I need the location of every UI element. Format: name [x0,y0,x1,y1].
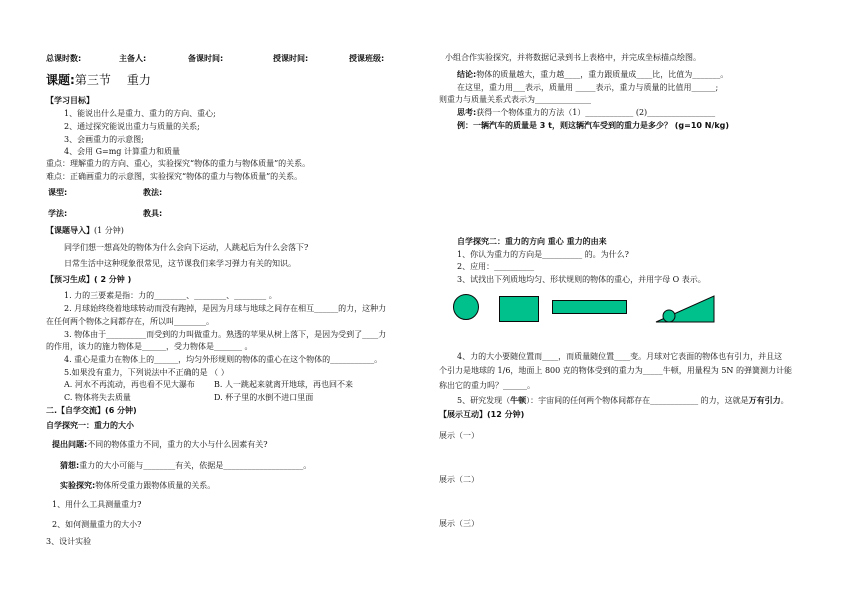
guess-row [60,461,311,471]
header-teach-time: 授课时间: [273,54,309,63]
conclusion-row [457,70,728,80]
experiment-label: 实验探究: [60,481,96,490]
meta-tools: 教具: [143,209,163,218]
intro-heading: 【课题导入】 [46,226,94,235]
preview-heading: 【预习生成】 [46,275,94,284]
gravitation-end: 。 [780,396,789,405]
direction-question-2: 2、应用：__________ [457,262,535,271]
inquiry1-title: 自学探究一：重力的大小 [46,421,134,430]
gravitation-row [457,396,789,406]
experiment-text: 物体所受重力跟物体质量的关系。 [95,481,216,490]
key-point: 重点：理解重力的方向、重心，实验探究“物体的重力与物体质量”的关系。 [46,159,311,168]
header-prep-time: 备课时间: [188,54,224,63]
preview-option-c: C. 物体将失去质量 [64,393,131,402]
preview-option-a: A. 河水不再流动，再也看不见大瀑布 [64,380,195,389]
goals-heading: 【学习目标】 [46,96,94,105]
display-heading: 【展示互动】(12 分钟) [439,410,525,419]
think-row [457,108,715,118]
direction-question-1: 1、你认为重力的方向是__________ 的。为什么? [457,250,629,259]
exchange-item-1: 1、用什么工具测量重力? [52,500,142,509]
think-label: 思考: [457,108,477,117]
lesson-title [46,73,151,87]
display-1: 展示（一） [439,431,479,440]
display-3: 展示（三） [439,519,479,528]
header-teach-class: 授课班级: [349,54,385,63]
title-section: 第三节 [74,73,111,87]
intro-line-1: 同学们想一想高处的物体为什么会向下运动，人跳起后为什么会落下? [64,243,309,252]
think-text: 获得一个物体重力的方法（1）____________ (2)_________________ [476,108,716,117]
circle-shape [453,294,479,320]
header-lead-teacher: 主备人: [119,54,147,63]
formula-line-a: 在这里，重力用___表示，质量用 _____表示，重力与质量的比值用______; [457,83,719,92]
preview-q2b: 在任何两个物体之间都存在，所以叫________。 [46,317,214,326]
exchange-heading: 二.【自学交流】(6 分钟) [46,406,137,415]
intro-line-2: 日常生活中这种现象很常见，这节课我们来学习弹力有关的知识。 [64,259,296,268]
exchange-item-3: 3、设计实验 [46,537,92,546]
exchange-item-2: 2、如何测量重力的大小? [52,520,142,529]
header-total-hours: 总课时数: [46,54,82,63]
mass-weight-line-b: 个引力是地球的 1/6，地面上 800 克的物体受到的重力为_____牛顿，用量程为 5N 的弹簧测力计能 [439,366,792,375]
goal-item-4: 4、会用 G=mg 计算重力和质量 [64,147,180,156]
example-problem: 例：一辆汽车的质量是 3 t，则这辆汽车受到的重力是多少？ (g=10 N/kg) [457,121,730,130]
guess-label: 猜想: [60,461,80,470]
experiment-row [60,481,215,491]
goal-item-3: 3、会画重力的示意图; [64,135,144,144]
intro-heading-row [46,226,124,236]
conclusion-label: 结论: [457,70,477,79]
preview-time: ( 2 分钟 ) [94,275,132,284]
triangle-shape [655,295,715,323]
inquiry2-title: 自学探究二：重力的方向 重心 重力的由来 [457,237,607,246]
square-shape [499,296,539,322]
intro-time: (1 分钟) [94,226,124,235]
rectangle-shape [552,300,627,314]
display-2: 展示（二） [439,475,479,484]
question-row [52,440,268,450]
gravitation-mid: ）：宇宙间的任何两个物体间都存在____________ 的力，这就是 [526,396,749,405]
gravitation-term: 万有引力 [748,396,781,405]
goal-item-2: 2、通过探究能说出重力与质量的关系; [64,122,200,131]
preview-q3a: 3. 物体由于__________而受到的力叫做重力。熟透的苹果从树上落下，是因为受到了____力 [64,330,387,339]
title-label: 课题: [46,73,75,87]
formula-line-b: 则重力与质量关系式表示为______________ [439,95,591,104]
guess-text: 重力的大小可能与________有关，依据是____________________。 [79,461,312,470]
gravitation-prefix: 5、研究发现（ [457,396,511,405]
mass-weight-line-c: 称出它的重力吗？______。 [439,381,535,390]
meta-study-method: 学法: [48,209,68,218]
right-line-1: 小组合作实验探究，并将数据记录到书上表格中，并完成坐标描点绘图。 [445,53,701,62]
conclusion-text: 物体的质量越大，重力越____，重力跟质量成____比，比值为_______。 [476,70,729,79]
preview-q5: 5.如果没有重力，下列说法中不正确的是 （ ） [64,368,229,377]
preview-q2a: 2. 月球始终绕着地球转动而没有跑掉，是因为月球与地球之间存在相互______的力，这种力 [64,304,387,313]
meta-lesson-type: 课型: [48,188,68,197]
difficulty: 难点：正确画重力的示意图，实验探究“物体的重力与物体质量”的关系。 [46,172,303,181]
goal-item-1: 1、能说出什么是重力、重力的方向、重心; [64,109,216,118]
gravitation-newton: 牛顿 [510,396,527,405]
preview-option-b: B. 人一跳起来就离开地球，再也回不来 [214,380,353,389]
direction-question-3: 3、试找出下列质地均匀、形状规则的物体的重心，并用字母 O 表示。 [457,275,706,284]
question-label: 提出问题: [52,440,88,449]
preview-heading-row [46,275,131,285]
meta-teaching-aids: 教法: [143,188,163,197]
mass-weight-line-a: 4、力的大小要随位置而____，而质量随位置____变。月球对它表面的物体也有引力，并且这 [457,352,783,361]
title-topic: 重力 [126,73,151,87]
preview-q1: 1. 力的三要素是指：力的________、________、________ 。 [64,291,277,300]
preview-q4: 4. 重心是重力在物体上的______，均匀外形规则的物体的重心在这个物体的___________。 [64,355,383,364]
question-text: 不同的物体重力不同，重力的大小与什么因素有关? [87,440,268,449]
preview-option-d: D. 杯子里的水倒不进口里面 [214,393,314,402]
preview-q3b: 的作用，该力的施力物体是______，受力物体是_______ 。 [46,342,253,351]
